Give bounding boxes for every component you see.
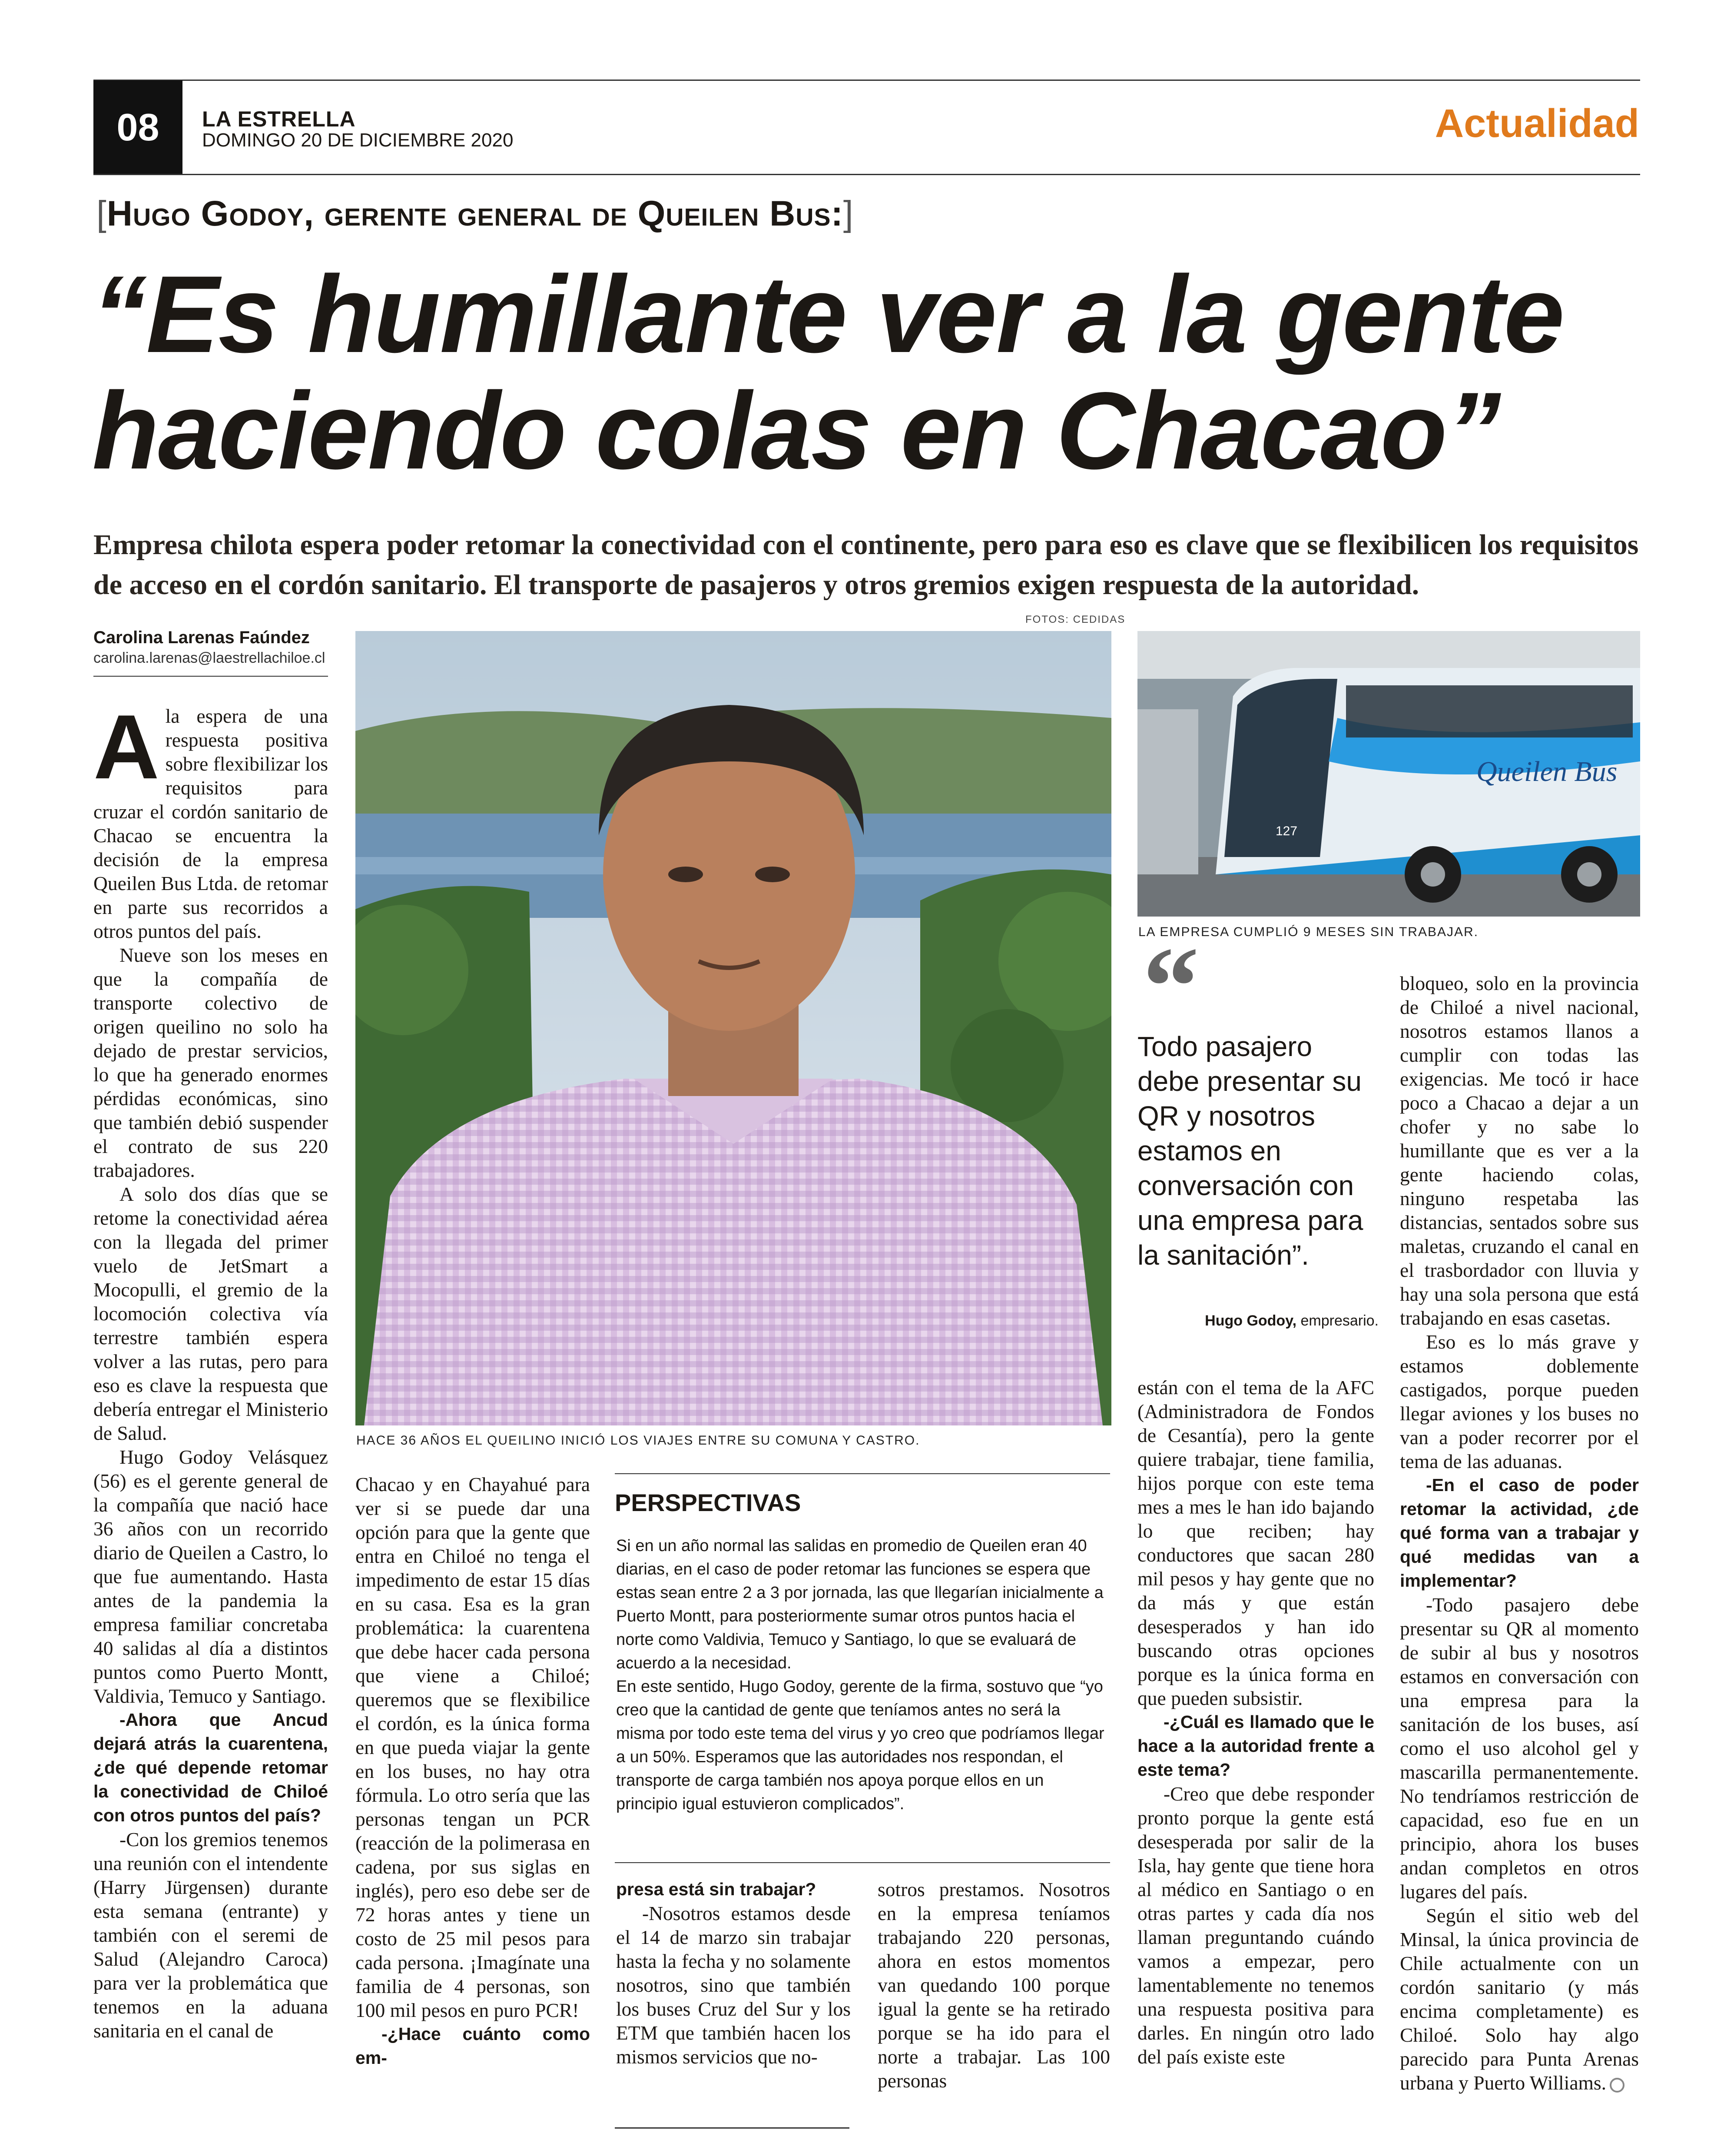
col1-paragraph-5: -Con los gremios tenemos una reunión con el intendente (Harry Jürgensen) durante esta semana (entrante) y también con el seremi de Salud (Alejandro Caroca) para ver la problemática que tenemos en la aduana sanitaria en el canal de	[93, 1828, 328, 2042]
pull-quote-role: empresario.	[1300, 1312, 1379, 1329]
perspectivas-title: PERSPECTIVAS	[615, 1489, 801, 1516]
bus-caption: LA EMPRESA CUMPLIÓ 9 MESES SIN TRABAJAR.	[1138, 925, 1479, 939]
column-5	[1137, 1375, 1374, 2069]
deck: Empresa chilota espera poder retomar la conectividad con el continente, pero para eso es clave que se flexibilicen los requisitos de acceso en el cordón sanitario. El transporte de pasajeros y otros gremios exigen respuesta de la autoridad.	[93, 529, 1639, 601]
col1-paragraph-2: Nueve son los meses en que la compañía de transporte colectivo de origen queilino no solo ha dejado de prestar servicios, lo que ha generado enormes pérdidas económicas, sino que también debió suspender el contrato de sus 220 trabajadores.	[93, 944, 328, 1181]
bottom-rule	[615, 2127, 849, 2129]
byline-rule	[93, 676, 328, 677]
col5-paragraph-2: -Creo que debe responder pronto porque la gente está desesperada por salir de la Isla, hay gente que tiene hora al médico en Santiago o en otras partes y cada día nos llaman preguntando cuándo vamos a empezar, pero lamentablemente no tenemos una respuesta positiva para darles. En ningún otro lado del país existe este	[1137, 1783, 1374, 2068]
kicker	[96, 193, 854, 234]
col6-paragraph-2: Eso es lo más grave y estamos doblemente castigados, porque pueden llegar aviones y los buses no van a poder recorrer por el tema de las aduanas.	[1400, 1331, 1639, 1472]
column-6	[1400, 971, 1639, 2095]
author-name: Carolina Larenas Faúndez	[93, 628, 310, 647]
author-email: carolina.larenas@laestrellachiloe.cl	[93, 650, 325, 666]
col4-paragraph-1: sotros prestamos. Nosotros en la empresa teníamos trabajando 220 personas, ahora en estos momentos van quedando 100 porque igual la gente se ha retirado porque se ha ido para el norte a trabajar. Las 100 personas	[878, 1878, 1110, 2092]
headline-line-2: haciendo colas en Chacao”	[92, 370, 1501, 492]
bus-number-text: 127	[1276, 824, 1298, 838]
perspectivas-top-rule	[615, 1473, 1110, 1474]
drop-cap: A	[93, 696, 159, 798]
col6-paragraph-1: bloqueo, solo en la provincia de Chiloé a nivel nacional, nosotros estamos llanos a cumplir con todas las exigencias. Me tocó ir hace poco a Chacao a dejar a un chofer y no sabe lo humillante que es ver a la gente haciendo colas, ninguno respetaba las distancias, sentados sobre sus maletas, cruzando el canal en el trasbordador con lluvia y hay una sola persona que está trabajando en esas casetas.	[1400, 972, 1639, 1329]
issue-date: DOMINGO 20 DE DICIEMBRE 2020	[202, 130, 514, 151]
quote-mark-icon: “	[1143, 924, 1199, 1049]
kicker-text: Hugo Godoy, gerente general de Queilen Bus:	[106, 194, 843, 233]
pull-quote-name: Hugo Godoy,	[1205, 1312, 1297, 1329]
perspectivas-paragraph-1: Si en un año normal las salidas en promedio de Queilen eran 40 diarias, en el caso de poder retomar las funciones se espera que estas sean entre 2 a 3 por jornada, las que llegarían inicialmente a Puerto Montt, para posteriormente sumar otros puntos hacia el norte como Valdivia, Temuco y Santiago, lo que se evaluará de acuerdo a la necesidad.	[616, 1537, 1104, 1672]
bus-photo	[1137, 631, 1640, 917]
col2-question-1: -¿Hace cuánto como em-	[355, 2024, 590, 2068]
portrait-illustration	[355, 631, 1111, 1425]
col1-paragraph-1: la espera de una respuesta positiva sobre flexibilizar los requisitos para cruzar el cordón sanitario de Chacao se encuentra la decisión de la empresa Queilen Bus Ltda. de retomar en parte sus recorridos a otros puntos del país.	[93, 705, 328, 942]
col1-paragraph-3: A solo dos días que se retome la conectividad aérea con la llegada del primer vuelo de JetSmart a Mocopulli, el gremio de la locomoción colectiva vía terrestre también espera volver a las rutas, pero para eso es clave la respuesta que debería entregar el Ministerio de Salud.	[93, 1183, 328, 1444]
top-rule	[93, 80, 1640, 81]
headline-line-1: “Es humillante ver a la gente	[92, 253, 1564, 375]
col3-paragraph-1: -Nosotros estamos desde el 14 de marzo sin trabajar hasta la fecha y no solamente nosotros, sino que también los buses Cruz del Sur y los ETM que también hacen los mismos servicios que no-	[616, 1902, 851, 2068]
kicker-bracket-open: [	[96, 194, 107, 233]
perspectivas-body	[616, 1534, 1107, 1816]
col6-paragraph-4: Según el sitio web del Minsal, la única provincia de Chile actualmente con un cordón sanitario (y más encima completamente) es Chiloé. Solo hay algo parecido para Punta Arenas urbana y Puerto Williams.	[1400, 1904, 1639, 2094]
paper-name: LA ESTRELLA	[202, 107, 356, 131]
col1-paragraph-4: Hugo Godoy Velásquez (56) es el gerente general de la compañía que nació hace 36 años con un recorrido diario de Queilen a Castro, lo que fue aumentando. Hasta antes de la pandemia la empresa familiar concretaba 40 salidas al día a distintos puntos como Puerto Montt, Valdivia, Temuco y Santiago.	[93, 1446, 328, 1707]
header-rule	[93, 174, 1640, 175]
column-4	[878, 1877, 1110, 2093]
col5-question-1: -¿Cuál es llamado que le hace a la autoridad frente a este tema?	[1137, 1712, 1374, 1780]
bus-brand-text: Queilen Bus	[1476, 756, 1618, 787]
col3-question-1: presa está sin trabajar?	[616, 1879, 816, 1899]
headline	[92, 253, 1648, 492]
end-mark-icon	[1610, 2078, 1625, 2093]
page-number: 08	[93, 80, 182, 174]
photo-credit: FOTOS: CEDIDAS	[1025, 614, 1126, 625]
column-1	[93, 696, 328, 2043]
col5-paragraph-1: están con el tema de la AFC (Administradora de Fondos de Cesantía), pero la gente quiere trabajar, tiene familia, hijos porque con este tema mes a mes le han ido bajando lo que reciben; hay conductores que sacan 280 mil pesos y hay gente que no da más y que están desesperados y han ido buscando otras opciones porque es la única forma en que pueden subsistir.	[1137, 1376, 1374, 1709]
col6-paragraph-3: -Todo pasajero debe presentar su QR al momento de subir al bus y nosotros estamos en conversación con una empresa para la sanitación de los buses, así como el uso alcohol gel y mascarilla permanentemente. No tendríamos restricción de capacidad, eso fue en un principio, ahora los buses andan completos en otros lugares del país.	[1400, 1594, 1639, 1903]
col6-question-1: -En el caso de poder retomar la actividad, ¿de qué forma van a trabajar y qué medidas van a implementar?	[1400, 1475, 1639, 1591]
perspectivas-bottom-rule	[615, 1862, 1110, 1863]
kicker-bracket-close: ]	[843, 194, 854, 233]
column-2	[355, 1472, 590, 2070]
column-3	[616, 1877, 851, 2069]
pull-quote-attribution	[1137, 1312, 1379, 1329]
pull-quote: Todo pasajero debe presentar su QR y nosotros estamos en conversación con una empresa para la sanitación”.	[1137, 1031, 1363, 1271]
portrait-photo	[355, 631, 1111, 1425]
perspectivas-paragraph-2: En este sentido, Hugo Godoy, gerente de la firma, sostuvo que “yo creo que la cantidad de gente que teníamos antes no será la misma por todo este tema del virus y yo creo que podríamos llegar a un 50%. Esperamos que las autoridades nos respondan, el transporte de carga también nos apoya porque ellos en un principio igual estuvieron complicados”.	[616, 1678, 1104, 1813]
portrait-caption: HACE 36 AÑOS EL QUEILINO INICIÓ LOS VIAJES ENTRE SU COMUNA Y CASTRO.	[356, 1433, 920, 1448]
bus-illustration	[1137, 631, 1640, 917]
col1-question-1: -Ahora que Ancud dejará atrás la cuarentena, ¿de qué depende retomar la conectividad de Chiloé con otros puntos del país?	[93, 1710, 328, 1825]
section-label: Actualidad	[1435, 101, 1639, 146]
col2-paragraph-1: Chacao y en Chayahué para ver si se puede dar una opción para que la gente que entra en Chiloé no tenga el impedimento de estar 15 días en su casa. Esa es la gran problemática: la cuarentena que debe hacer cada persona que viene a Chiloé; queremos que se flexibilice el cordón, es la única forma en que pueda viajar la gente en los buses, no hay otra fórmula. Lo otro sería que las personas tengan un PCR (reacción de la polimerasa en cadena, por sus siglas en inglés), pero eso debe ser de 72 horas antes y tiene un costo de 25 mil pesos para cada persona. ¡Imagínate una familia de 4 personas, son 100 mil pesos en puro PCR!	[355, 1473, 590, 2021]
